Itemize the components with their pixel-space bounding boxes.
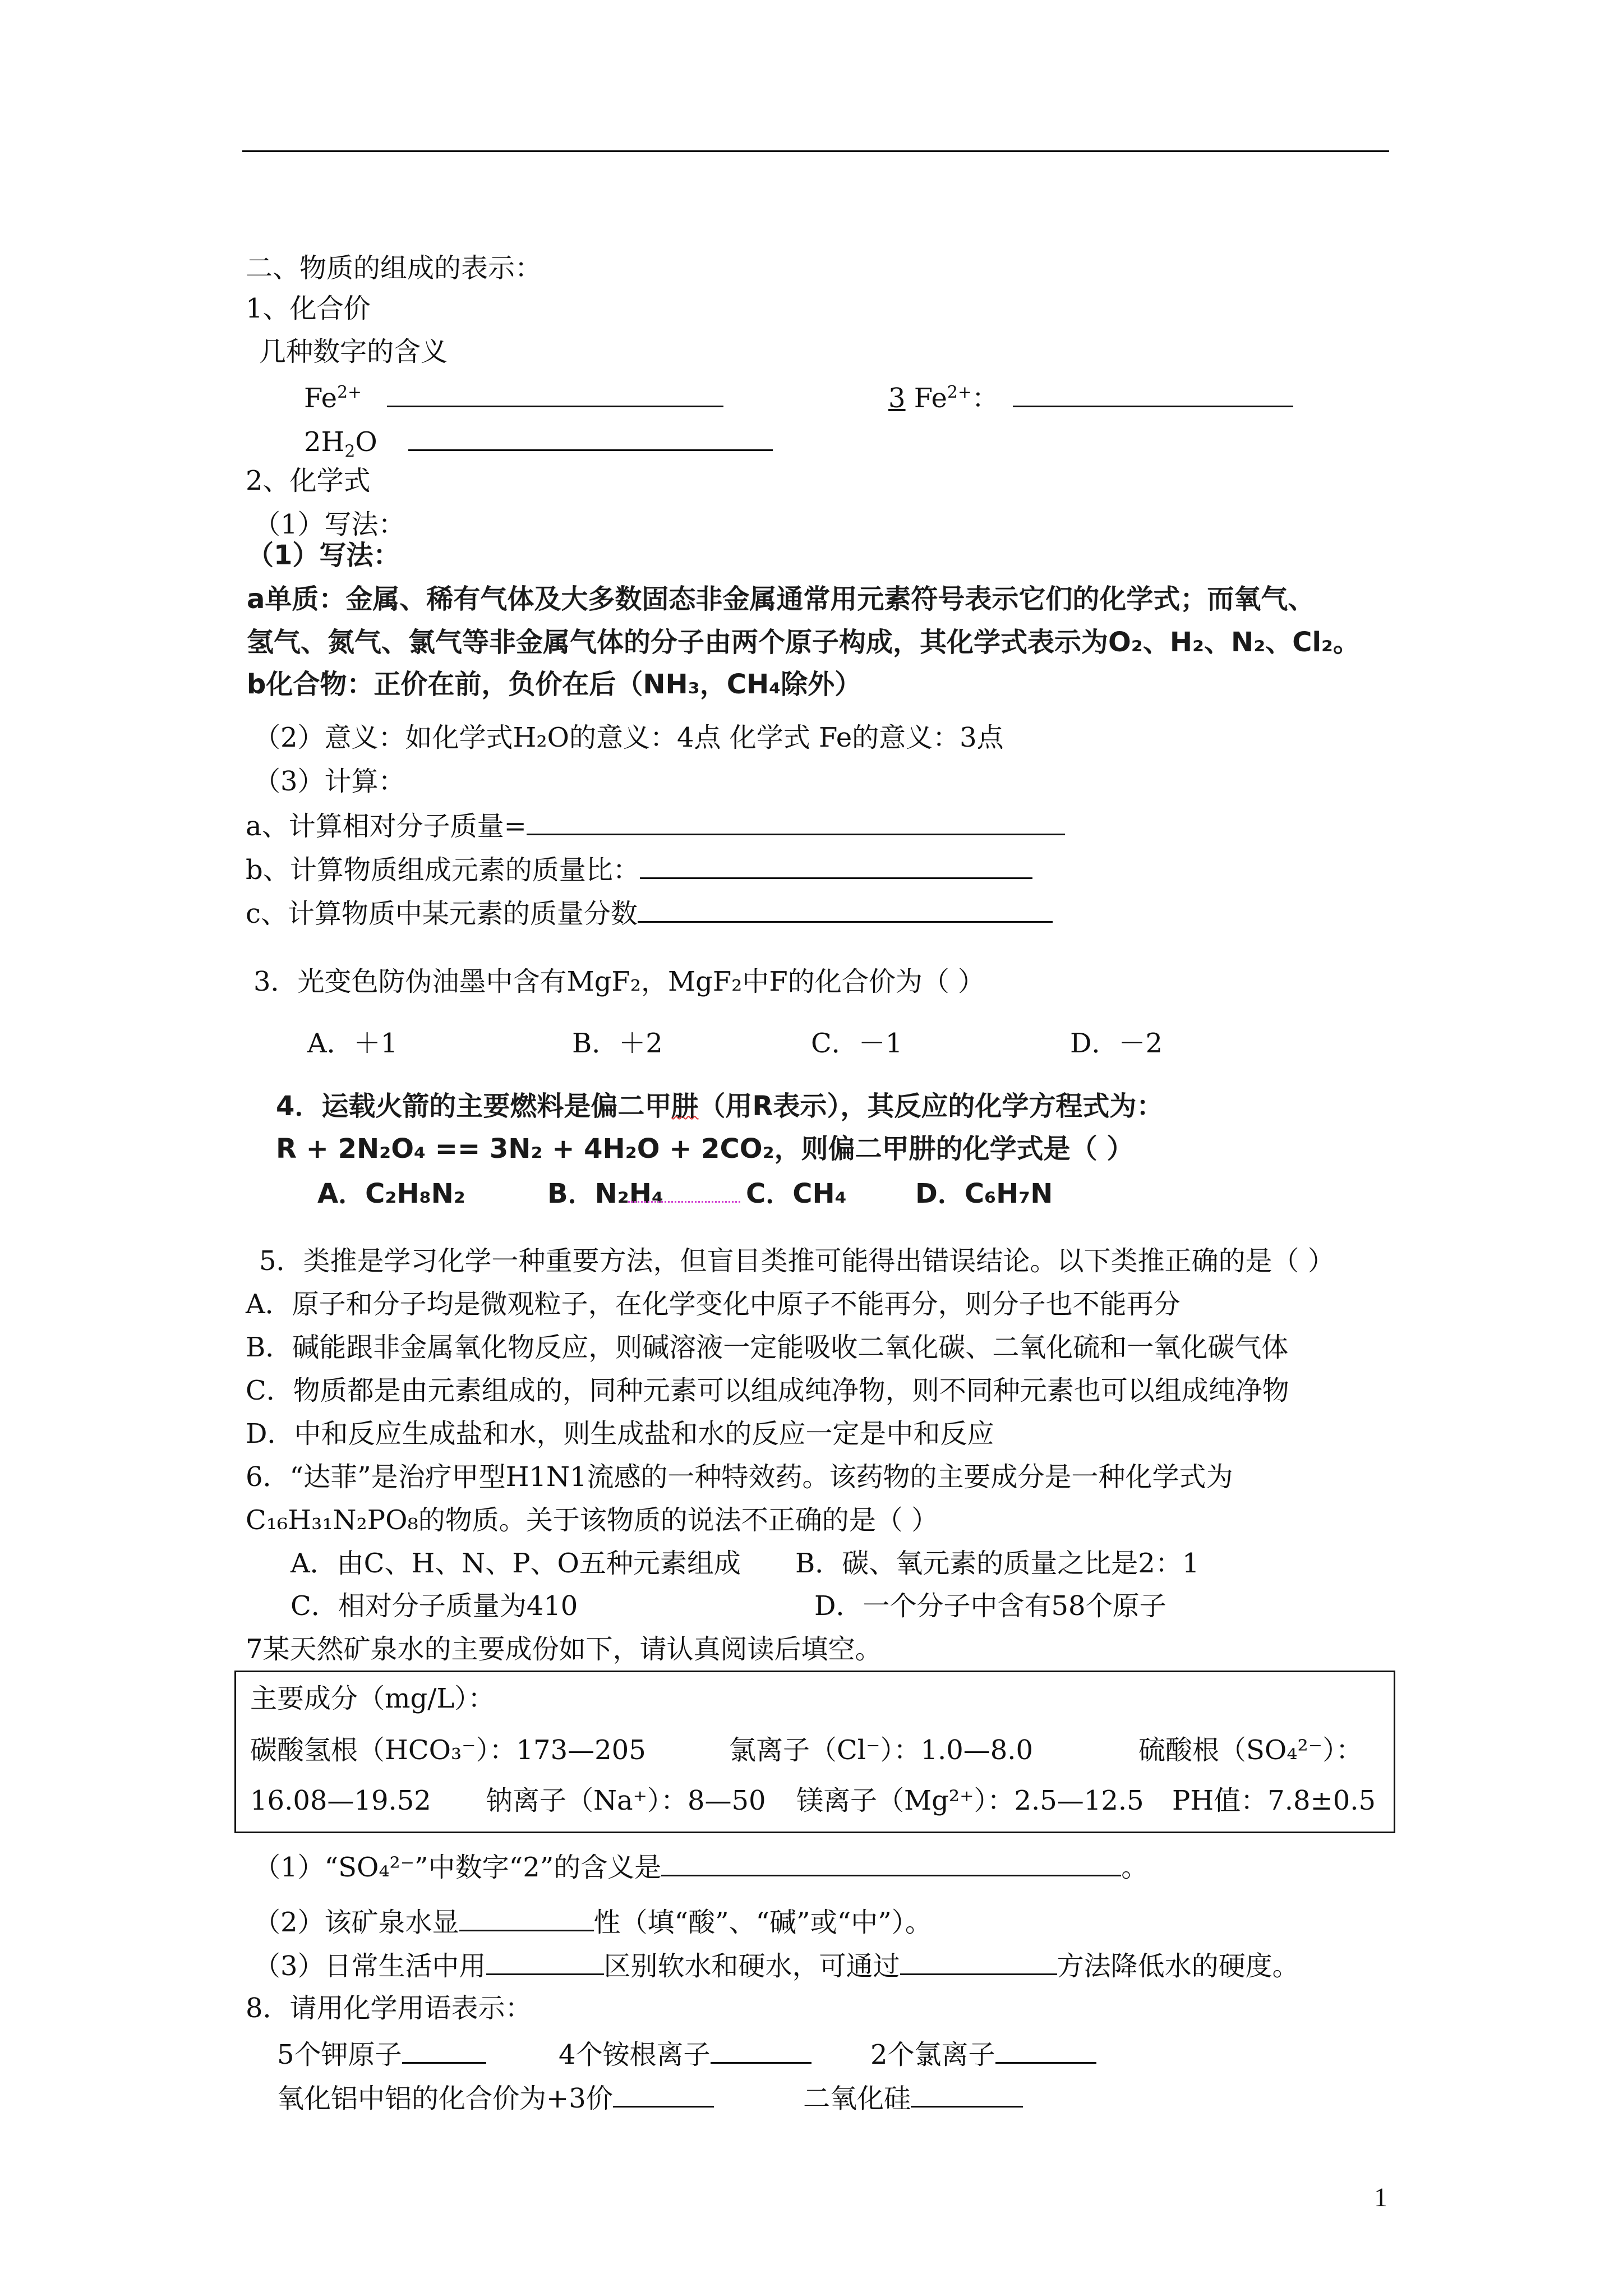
q7-part3-end: 方法降低水的硬度。 bbox=[1057, 1950, 1299, 1982]
q8-item1-blank[interactable] bbox=[402, 2036, 486, 2064]
h2o-subscript: 2 bbox=[344, 441, 356, 462]
s2-calc-label: （3）计算： bbox=[253, 766, 405, 797]
s2-writing-label: （1）写法： bbox=[253, 509, 405, 540]
q8-item3-blank[interactable] bbox=[995, 2036, 1096, 2064]
q6-option-a[interactable]: A．由C、H、N、P、O五种元素组成 bbox=[291, 1548, 741, 1579]
three-fe-blank[interactable] bbox=[1013, 380, 1293, 407]
box-chloride: 氯离子（Cl⁻）：1.0—8.0 bbox=[729, 1734, 1034, 1766]
fe-ion-charge: 2+ bbox=[337, 383, 362, 402]
q6-option-c[interactable]: C．相对分子质量为410 bbox=[291, 1590, 578, 1622]
h2o-suffix: O bbox=[355, 426, 377, 458]
box-sulfate-label: 硫酸根（SO₄²⁻）： bbox=[1138, 1734, 1363, 1766]
q8-item2 bbox=[559, 2036, 811, 2072]
q8-item4 bbox=[277, 2080, 714, 2115]
q4-stem-line1 bbox=[276, 1089, 1163, 1123]
fe-ion-blank[interactable] bbox=[387, 380, 723, 407]
q8-title: 8．请用化学用语表示： bbox=[246, 1993, 532, 2024]
calc-a-row bbox=[246, 808, 1065, 843]
q6-stem-line2: C₁₆H₃₁N₂PO₈的物质。关于该物质的说法不正确的是（ ） bbox=[246, 1504, 938, 1536]
q3-option-b[interactable]: B．＋2 bbox=[572, 1028, 663, 1059]
box-sulfate-value: 16.08—19.52 bbox=[250, 1785, 431, 1816]
q5-option-c[interactable]: C．物质都是由元素组成的，同种元素可以组成纯净物，则不同种元素也可以组成纯净物 bbox=[246, 1375, 1289, 1406]
three-fe-symbol: Fe bbox=[905, 383, 947, 414]
q8-item1 bbox=[277, 2036, 486, 2072]
calc-c-blank[interactable] bbox=[638, 895, 1053, 923]
q4-option-a[interactable]: A．C₂H₈N₂ bbox=[317, 1178, 465, 1209]
q8-item1-label: 5个钾原子 bbox=[277, 2039, 402, 2070]
s2-rule-a-line2: 氢气、氮气、氯气等非金属气体的分子由两个原子构成，其化学式表示为O₂、H₂、N₂、Cl₂。 bbox=[247, 627, 1360, 658]
q5-stem: 5．类推是学习化学一种重要方法，但盲目类推可能得出错误结论。以下类推正确的是（ ） bbox=[259, 1245, 1335, 1277]
page-number: 1 bbox=[1374, 2183, 1387, 2212]
s2-rule-a-line1: a单质：金属、稀有气体及大多数固态非金属通常用元素符号表示它们的化学式；而氧气、 bbox=[247, 583, 1315, 615]
s2-meaning: （2）意义：如化学式H₂O的意义：4点 化学式 Fe的意义：3点 bbox=[253, 722, 1004, 753]
q3-option-a[interactable]: A．＋1 bbox=[307, 1028, 398, 1059]
q7-part3-row bbox=[253, 1948, 1299, 1983]
three-fe-row bbox=[888, 380, 1293, 415]
q7-part1-row bbox=[253, 1849, 1148, 1884]
three-fe-charge: 2+ bbox=[947, 383, 972, 402]
calc-b-blank[interactable] bbox=[640, 852, 1032, 879]
q8-item4-label: 氧化铝中铝的化合价为+3价 bbox=[277, 2083, 613, 2114]
calc-b-row bbox=[246, 852, 1032, 887]
three-fe-coefficient: 3 bbox=[888, 383, 906, 414]
h2o-prefix: 2H bbox=[304, 426, 345, 458]
q4-dotted-mark bbox=[628, 1177, 740, 1211]
q7-part3-mid: 区别软水和硬水，可通过 bbox=[603, 1950, 900, 1982]
q8-item4-blank[interactable] bbox=[613, 2080, 714, 2108]
q7-part3-label: （3）日常生活中用 bbox=[253, 1950, 486, 1982]
calc-a-label: a、计算相对分子质量= bbox=[246, 811, 527, 842]
q8-item5-blank[interactable] bbox=[911, 2080, 1023, 2108]
three-fe-colon: ： bbox=[971, 383, 999, 414]
box-sodium: 钠离子（Na⁺）：8—50 bbox=[486, 1785, 766, 1816]
calc-c-row bbox=[246, 895, 1053, 931]
q7-part1-label: （1）“SO₄²⁻”中数字“2”的含义是 bbox=[253, 1852, 662, 1883]
q4-stem-pre: 4．运载火箭的主要燃料是偏二甲 bbox=[276, 1091, 672, 1122]
q4-option-c[interactable]: C．CH₄ bbox=[746, 1178, 847, 1209]
h2o-blank[interactable] bbox=[408, 424, 773, 451]
s2-rule-b: b化合物：正价在前，负价在后（NH₃，CH₄除外） bbox=[247, 669, 862, 700]
box-bicarbonate: 碳酸氢根（HCO₃⁻）：173—205 bbox=[250, 1734, 646, 1766]
q8-item5-label: 二氧化硅 bbox=[803, 2083, 911, 2114]
q8-item3 bbox=[870, 2036, 1096, 2072]
box-ph: PH值：7.8±0.5 bbox=[1172, 1785, 1376, 1816]
q7-part2-row bbox=[253, 1904, 932, 1939]
calc-b-label: b、计算物质组成元素的质量比： bbox=[246, 854, 640, 886]
box-title: 主要成分（mg/L）： bbox=[250, 1683, 495, 1714]
fe-ion-row bbox=[304, 380, 723, 415]
q7-part2-end: 性（填“酸”、“碱”或“中”）。 bbox=[593, 1907, 932, 1938]
q4-option-b[interactable]: B．N₂H₄ bbox=[547, 1178, 663, 1209]
q8-item2-label: 4个铵根离子 bbox=[559, 2039, 711, 2070]
q7-part1-end: 。 bbox=[1121, 1852, 1149, 1883]
header-rule bbox=[242, 150, 1389, 152]
q5-option-b[interactable]: B．碱能跟非金属氧化物反应，则碱溶液一定能吸收二氧化碳、二氧化硫和一氧化碳气体 bbox=[246, 1332, 1289, 1363]
q8-item3-label: 2个氯离子 bbox=[870, 2039, 995, 2070]
s2-title: 2、化学式 bbox=[246, 465, 371, 496]
calc-a-blank[interactable] bbox=[527, 808, 1065, 835]
q4-stem-wavy: 肼 bbox=[671, 1091, 699, 1122]
s2-writing-label-bold: （1）写法： bbox=[247, 540, 400, 571]
q7-part2-label: （2）该矿泉水显 bbox=[253, 1907, 459, 1938]
q4-stem-post: （用R表示），其反应的化学方程式为： bbox=[698, 1091, 1164, 1122]
q4-stem-line2: R + 2N₂O₄ == 3N₂ + 4H₂O + 2CO₂，则偏二甲肼的化学式是（ ） bbox=[276, 1133, 1134, 1165]
q6-option-d[interactable]: D．一个分子中含有58个原子 bbox=[814, 1590, 1166, 1622]
s1-subtitle: 几种数字的含义 bbox=[259, 336, 448, 367]
q8-item2-blank[interactable] bbox=[711, 2036, 811, 2064]
s1-title: 1、化合价 bbox=[246, 293, 371, 324]
q6-stem-line1: 6．“达菲”是治疗甲型H1N1流感的一种特效药。该药物的主要成分是一种化学式为 bbox=[246, 1461, 1233, 1493]
q5-option-d[interactable]: D．中和反应生成盐和水，则生成盐和水的反应一定是中和反应 bbox=[246, 1418, 994, 1450]
q8-item5 bbox=[803, 2080, 1023, 2115]
q7-stem: 7某天然矿泉水的主要成份如下，请认真阅读后填空。 bbox=[246, 1634, 882, 1665]
q3-option-d[interactable]: D．－2 bbox=[1070, 1028, 1163, 1059]
q6-option-b[interactable]: B．碳、氧元素的质量之比是2：1 bbox=[795, 1548, 1200, 1579]
q3-option-c[interactable]: C．－1 bbox=[811, 1028, 903, 1059]
section-title: 二、物质的组成的表示： bbox=[246, 252, 542, 284]
q5-option-a[interactable]: A．原子和分子均是微观粒子，在化学变化中原子不能再分，则分子也不能再分 bbox=[246, 1289, 1181, 1320]
q3-stem: 3．光变色防伪油墨中含有MgF₂，MgF₂中F的化合价为（ ） bbox=[253, 966, 985, 997]
h2o-row bbox=[304, 424, 773, 462]
box-magnesium: 镁离子（Mg²⁺）：2.5—12.5 bbox=[796, 1785, 1144, 1816]
calc-c-label: c、计算物质中某元素的质量分数 bbox=[246, 898, 638, 930]
q7-part3-blank2[interactable] bbox=[900, 1948, 1057, 1975]
q7-part1-blank[interactable] bbox=[661, 1849, 1121, 1876]
q7-part2-blank[interactable] bbox=[459, 1904, 594, 1931]
q7-part3-blank1[interactable] bbox=[486, 1948, 604, 1975]
fe-ion-symbol: Fe bbox=[304, 383, 338, 414]
q4-option-d[interactable]: D．C₆H₇N bbox=[915, 1178, 1053, 1209]
